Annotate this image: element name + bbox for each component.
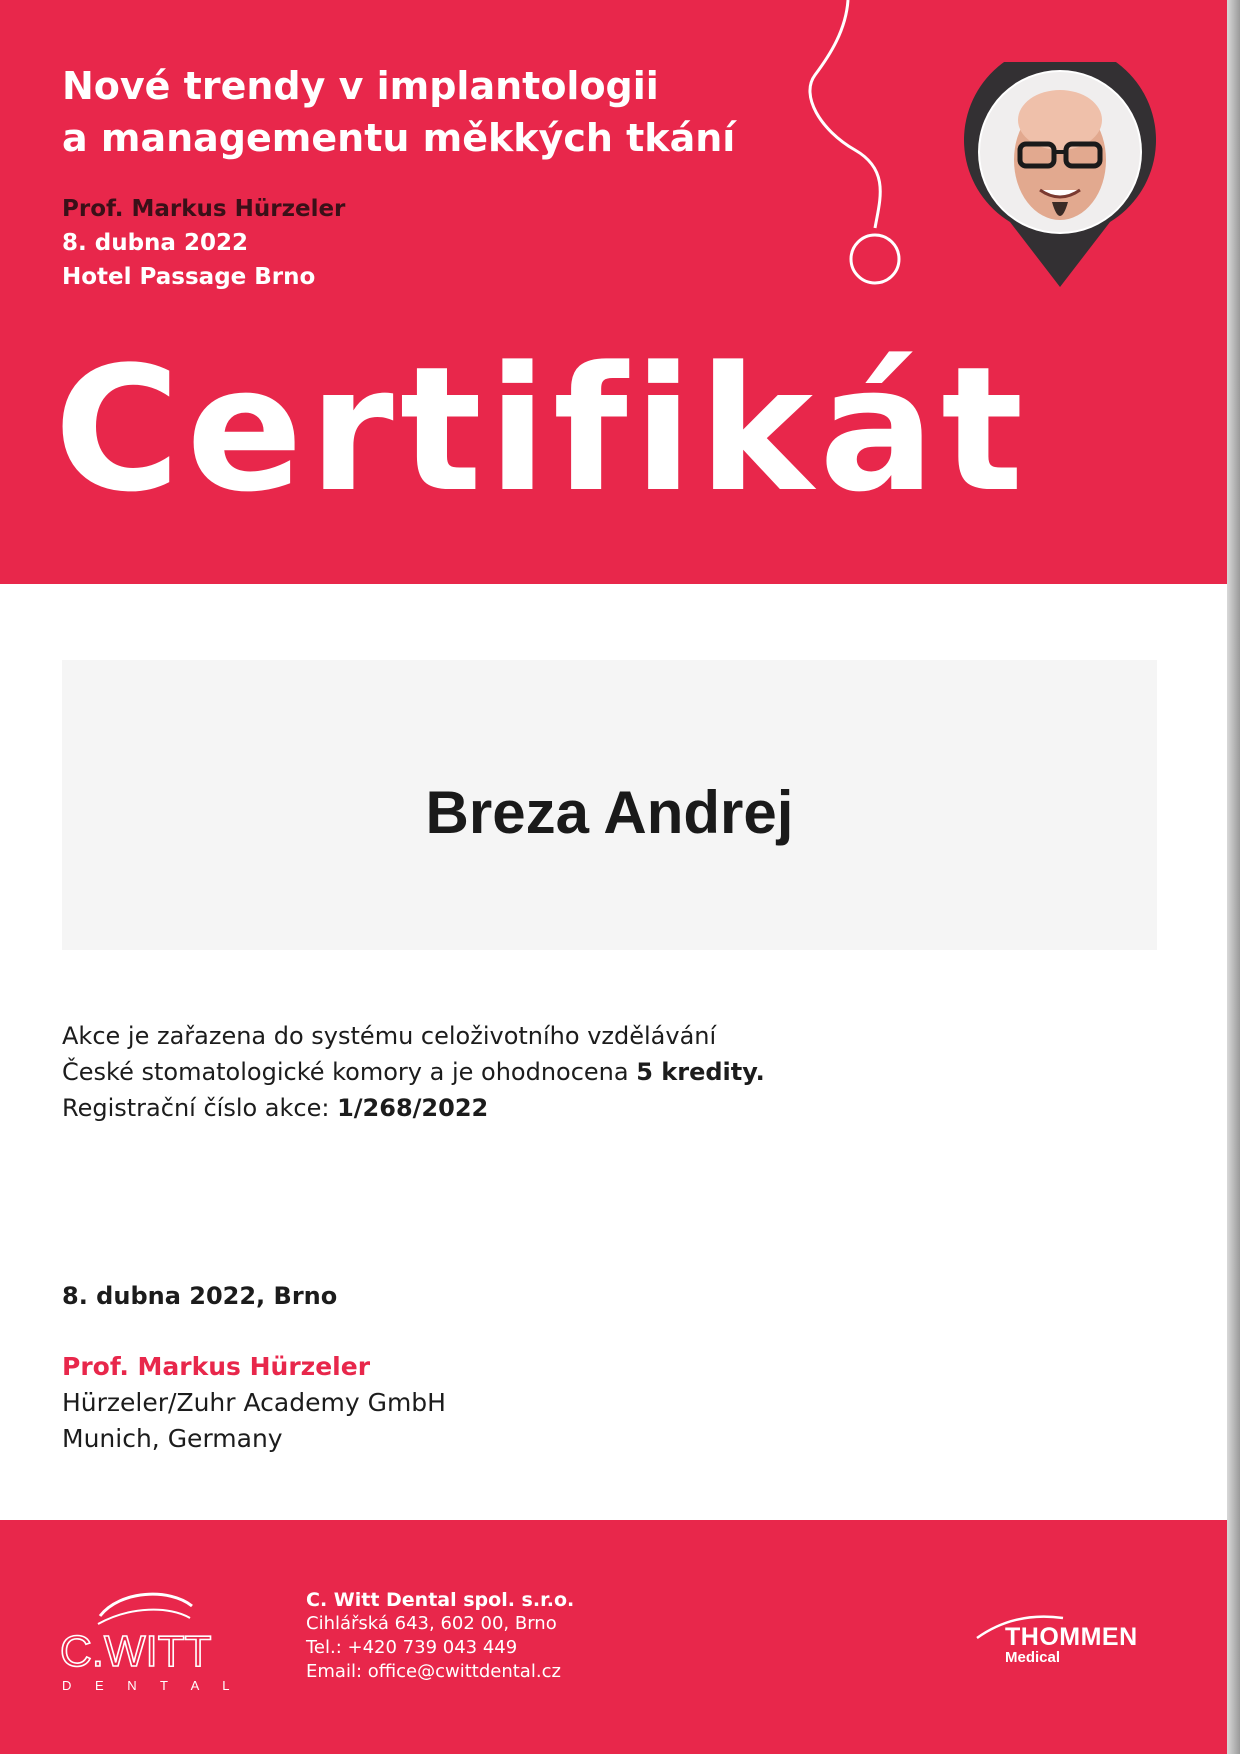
signatory-organization: Hürzeler/Zuhr Academy GmbH <box>62 1388 446 1417</box>
event-date-header: 8. dubna 2022 <box>62 230 248 256</box>
event-venue-header: Hotel Passage Brno <box>62 264 316 290</box>
cpd-line-2 <box>62 1054 765 1090</box>
thommen-sub: Medical <box>1005 1649 1061 1666</box>
issue-place-date: 8. dubna 2022, Brno <box>62 1282 338 1310</box>
event-title <box>62 60 822 164</box>
signatory-name: Prof. Markus Hürzeler <box>62 1352 371 1381</box>
participant-name-box <box>62 660 1157 950</box>
participant-name: Breza Andrej <box>425 779 794 846</box>
thommen-brand: THOMMEN <box>1005 1623 1138 1651</box>
company-phone: Tel.: +420 739 043 449 <box>306 1637 518 1658</box>
cwitt-logo-sub: D E N T A L <box>62 1678 240 1693</box>
event-title-line-1: Nové trendy v implantologii <box>62 64 659 108</box>
cwitt-dental-logo <box>60 1588 250 1698</box>
company-email: Email: office@cwittdental.cz <box>306 1661 561 1682</box>
cwitt-logo-text: C.WITT <box>60 1627 212 1676</box>
cpd-line-3-text: Registrační číslo akce: <box>62 1094 338 1122</box>
cpd-line-3 <box>62 1090 765 1126</box>
speaker-portrait-pin-icon <box>960 62 1160 292</box>
cpd-credits: 5 kredity. <box>636 1058 765 1086</box>
header-band <box>0 0 1227 584</box>
certificate-heading: Certifikát <box>54 329 1030 530</box>
company-contact <box>306 1588 574 1684</box>
company-address: Cihlářská 643, 602 00, Brno <box>306 1613 557 1634</box>
registration-number: 1/268/2022 <box>337 1094 489 1122</box>
company-name: C. Witt Dental spol. s.r.o. <box>306 1589 575 1611</box>
footer-band <box>0 1520 1227 1754</box>
cpd-line-2-text: České stomatologické komory a je ohodnocena <box>62 1058 637 1086</box>
speaker-name-header: Prof. Markus Hürzeler <box>62 196 346 222</box>
cpd-statement <box>62 1018 765 1126</box>
scan-page-edge <box>1227 0 1240 1754</box>
signatory-city: Munich, Germany <box>62 1424 283 1453</box>
thommen-medical-logo <box>1005 1624 1138 1666</box>
cpd-line-1: Akce je zařazena do systému celoživotního vzdělávání <box>62 1022 717 1050</box>
event-title-line-2: a managementu měkkých tkání <box>62 116 736 160</box>
